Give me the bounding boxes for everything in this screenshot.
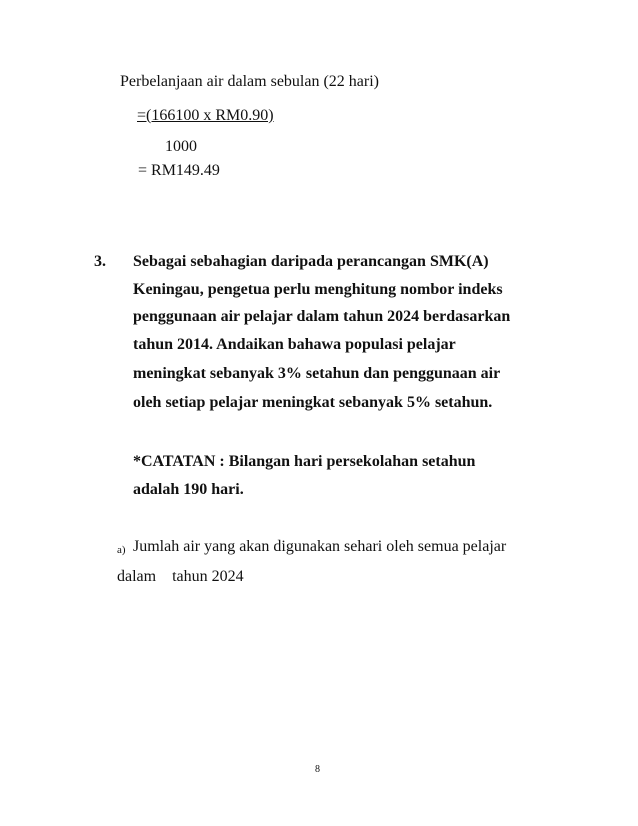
question-number: 3. (94, 253, 106, 270)
note-line-1: *CATATAN : Bilangan hari persekolahan setahun (133, 453, 476, 470)
calc-title: Perbelanjaan air dalam sebulan (22 hari) (120, 73, 379, 90)
part-a-label: a) (117, 544, 126, 556)
calc-denominator: 1000 (165, 138, 197, 155)
part-a-line-2: dalam tahun 2024 (117, 568, 244, 585)
calc-numerator: =(166100 x RM0.90) (137, 107, 274, 124)
question-line-5: meningkat sebanyak 3% setahun dan penggunaan air (133, 365, 501, 382)
question-line-6: oleh setiap pelajar meningkat sebanyak 5% setahun. (133, 394, 493, 411)
note-line-2: adalah 190 hari. (133, 481, 244, 498)
question-line-1: Sebagai sebahagian daripada perancangan SMK(A) (133, 253, 489, 270)
question-line-2: Keningau, pengetua perlu menghitung nombor indeks (133, 281, 503, 298)
question-line-4: tahun 2014. Andaikan bahawa populasi pelajar (133, 336, 456, 353)
calc-result: = RM149.49 (138, 162, 220, 179)
page-number: 8 (315, 764, 320, 775)
question-line-3: penggunaan air pelajar dalam tahun 2024 berdasarkan (133, 308, 511, 325)
part-a-line-1: Jumlah air yang akan digunakan sehari oleh semua pelajar (133, 538, 507, 555)
